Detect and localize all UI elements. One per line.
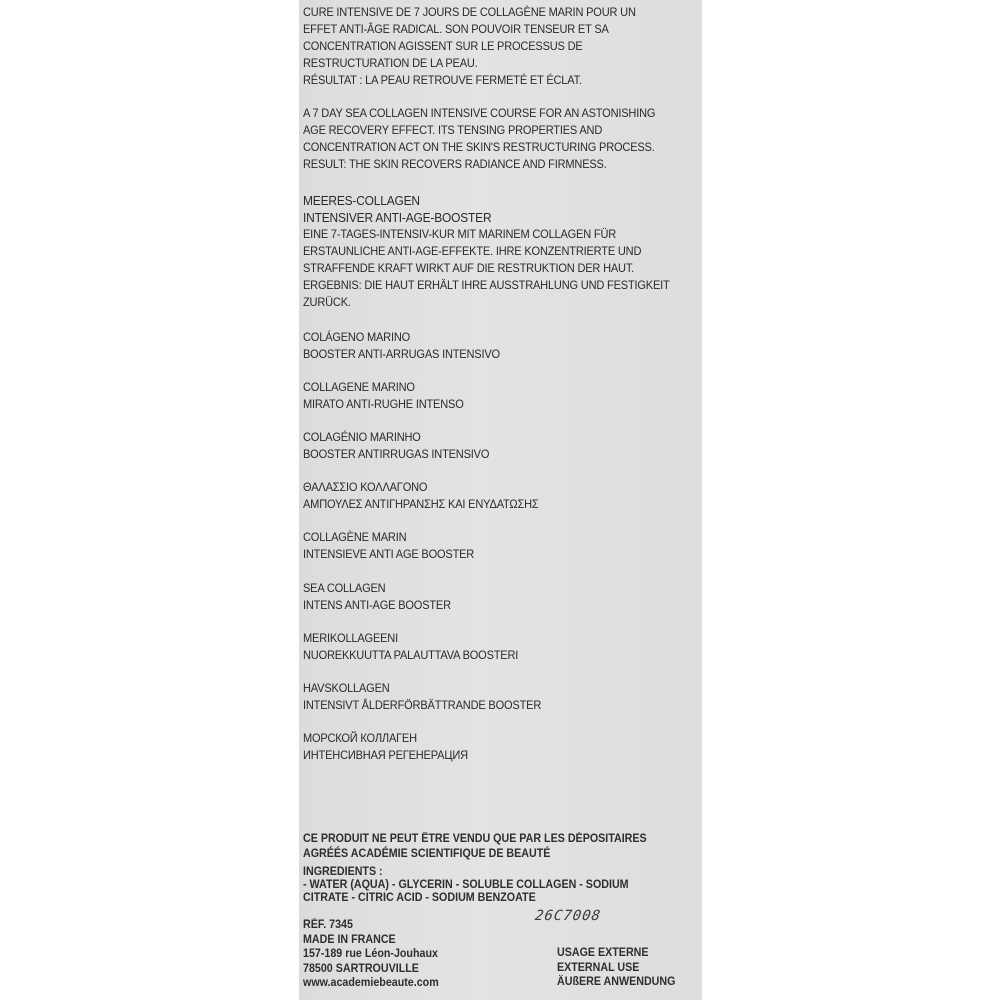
german-line: ERGEBNIS: DIE HAUT ERHÄLT IHRE AUSSTRAHLUNG UND FESTIGKEIT xyxy=(303,278,670,292)
usage-notice xyxy=(557,946,675,990)
language-product-name: SEA COLLAGEN xyxy=(303,581,386,595)
language-product-name: COLÁGENO MARINO xyxy=(303,330,411,344)
french-line: RESTRUCTURATION DE LA PEAU. xyxy=(303,56,478,70)
language-product-desc: MIRATO ANTI-RUGHE INTENSO xyxy=(303,397,464,411)
german-subtitle: INTENSIVER ANTI-AGE-BOOSTER xyxy=(303,210,492,225)
language-product-name: ΘΑΛΑΣΣΙΟ ΚΟΛΛΑΓΟΝΟ xyxy=(303,480,428,494)
french-line: RÉSULTAT : LA PEAU RETROUVE FERMETÉ ET ÉCLAT. xyxy=(303,73,582,87)
german-title: MEERES-COLLAGEN xyxy=(303,193,420,208)
ingredients-heading: INGREDIENTS : xyxy=(303,866,383,878)
language-product-desc: ИНТЕНСИВНАЯ РЕГЕНЕРАЦИЯ xyxy=(303,748,468,762)
reference-number: RÉF. 7345 xyxy=(303,919,353,931)
language-entry xyxy=(303,730,468,764)
english-description xyxy=(303,105,655,173)
usage-line: ÄUßERE ANWENDUNG xyxy=(557,976,676,988)
language-entry xyxy=(303,329,500,363)
german-description xyxy=(303,192,670,311)
french-description xyxy=(303,4,636,89)
usage-line: USAGE EXTERNE xyxy=(557,947,649,959)
product-label-panel xyxy=(299,0,702,1000)
usage-line: EXTERNAL USE xyxy=(557,961,640,974)
language-product-desc: BOOSTER ANTIRRUGAS INTENSIVO xyxy=(303,447,490,461)
city-address: 78500 SARTROUVILLE xyxy=(303,962,419,975)
distribution-notice xyxy=(303,832,647,862)
language-product-name: HAVSKOLLAGEN xyxy=(303,681,390,695)
language-product-desc: ΑΜΠΟΥΛΕΣ ΑΝΤΙΓΗΡΑΝΣΗΣ ΚΑΙ ΕΝΥΔΑΤΩΣΗΣ xyxy=(303,497,539,511)
language-entry xyxy=(303,429,489,463)
english-line: RESULT: THE SKIN RECOVERS RADIANCE AND FIRMNESS. xyxy=(303,157,607,171)
language-entry xyxy=(303,580,451,614)
english-line: CONCENTRATION ACT ON THE SKIN'S RESTRUCTURING PROCESS. xyxy=(303,140,655,154)
notice-line: AGRÉÉS ACADÉMIE SCIENTIFIQUE DE BEAUTÉ xyxy=(303,848,551,860)
language-entry xyxy=(303,379,464,413)
language-product-desc: BOOSTER ANTI-ARRUGAS INTENSIVO xyxy=(303,347,500,361)
french-line: CURE INTENSIVE DE 7 JOURS DE COLLAGÈNE MARIN POUR UN xyxy=(303,5,636,19)
language-entry xyxy=(303,680,541,714)
language-product-name: COLAGÉNIO MARINHO xyxy=(303,430,421,444)
german-line: EINE 7-TAGES-INTENSIV-KUR MIT MARINEM COLLAGEN FÜR xyxy=(303,227,617,241)
german-line: STRAFFENDE KRAFT WIRKT AUF DIE RESTRUKTION DER HAUT. xyxy=(303,261,635,275)
french-line: CONCENTRATION AGISSENT SUR LE PROCESSUS DE xyxy=(303,39,583,53)
ingredients-list xyxy=(303,866,629,905)
language-entry xyxy=(303,630,518,664)
notice-line: CE PRODUIT NE PEUT ÊTRE VENDU QUE PAR LES DÉPOSITAIRES xyxy=(303,833,647,845)
street-address: 157-189 rue Léon-Jouhaux xyxy=(303,948,438,960)
batch-code: 26C7008 xyxy=(533,908,603,924)
website: www.academiebeaute.com xyxy=(303,977,439,989)
language-product-name: COLLAGÈNE MARIN xyxy=(303,530,407,544)
german-line: ERSTAUNLICHE ANTI-AGE-EFFEKTE. IHRE KONZENTRIERTE UND xyxy=(303,244,642,258)
language-product-name: COLLAGENE MARINO xyxy=(303,380,415,394)
ingredients-line: CITRATE - CITRIC ACID - SODIUM BENZOATE xyxy=(303,892,536,904)
origin: MADE IN FRANCE xyxy=(303,933,396,946)
language-product-name: МОРСКОЙ КОЛЛАГЕН xyxy=(303,731,417,745)
language-product-desc: INTENS ANTI-AGE BOOSTER xyxy=(303,598,451,612)
german-line: ZURÜCK. xyxy=(303,295,351,309)
language-product-desc: INTENSIEVE ANTI AGE BOOSTER xyxy=(303,547,475,561)
english-line: A 7 DAY SEA COLLAGEN INTENSIVE COURSE FOR AN ASTONISHING xyxy=(303,106,656,120)
manufacturer-address xyxy=(303,918,439,991)
french-line: EFFET ANTI-ÂGE RADICAL. SON POUVOIR TENSEUR ET SA xyxy=(303,22,609,36)
language-entry xyxy=(303,529,474,563)
language-entry xyxy=(303,479,539,513)
language-product-desc: NUOREKKUUTTA PALAUTTAVA BOOSTERI xyxy=(303,648,519,662)
language-product-desc: INTENSIVT ÅLDERFÖRBÄTTRANDE BOOSTER xyxy=(303,698,542,712)
ingredients-line: - WATER (AQUA) - GLYCERIN - SOLUBLE COLLAGEN - SODIUM xyxy=(303,879,629,891)
english-line: AGE RECOVERY EFFECT. ITS TENSING PROPERTIES AND xyxy=(303,123,603,137)
language-product-name: MERIKOLLAGEENI xyxy=(303,631,398,645)
